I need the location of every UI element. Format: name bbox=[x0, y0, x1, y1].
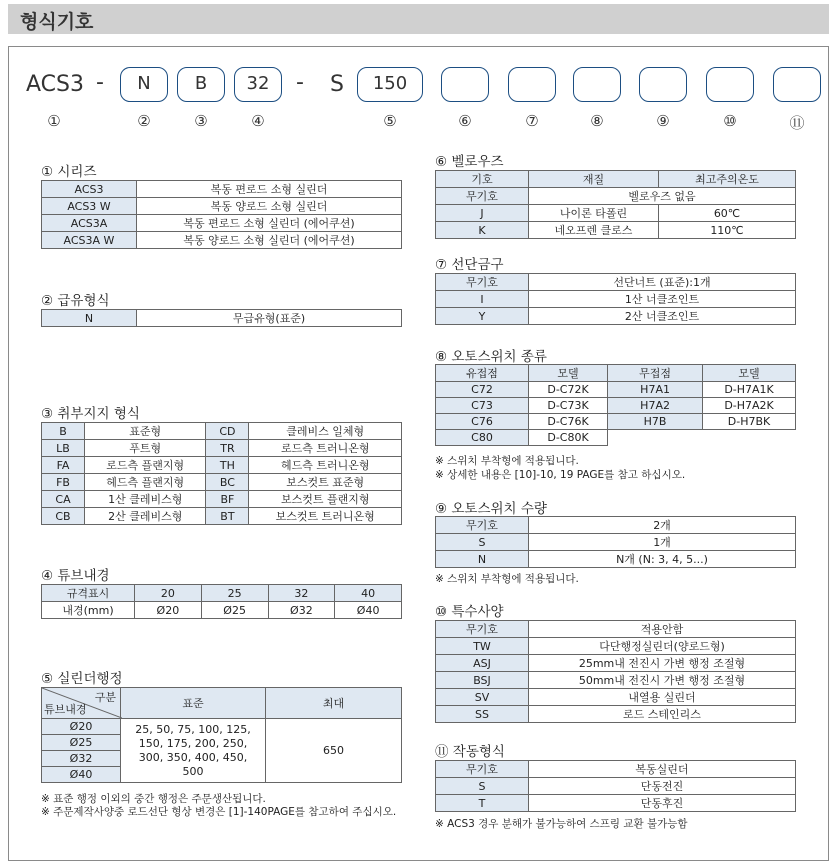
code-num-11: ⑪ bbox=[789, 114, 805, 132]
table-cell bbox=[608, 430, 703, 446]
code-dash-2: - bbox=[296, 70, 304, 95]
switch-qty-note: ※ 스위치 부착형에 적용됩니다. bbox=[435, 573, 579, 585]
code-box-3: B bbox=[177, 67, 225, 102]
code-box-4: 32 bbox=[234, 67, 282, 102]
code-box-7 bbox=[508, 67, 556, 102]
series-desc: 복동 양로드 소형 실린더 (에어쿠션) bbox=[137, 232, 402, 249]
table-cell: 내열용 실린더 bbox=[529, 689, 796, 706]
table-cell: C80 bbox=[436, 430, 529, 446]
table-cell: D-H7BK bbox=[703, 414, 796, 430]
table-cell: 25 bbox=[201, 585, 268, 602]
table-cell: 헤드측 플랜지형 bbox=[85, 474, 206, 491]
stroke-std-values: 25, 50, 75, 100, 125, 150, 175, 200, 250, 300, 350, 400, 450, 500 bbox=[121, 719, 266, 783]
table-cell: 2산 너클조인트 bbox=[529, 308, 796, 325]
table-cell: 최대 bbox=[266, 688, 402, 719]
table-cell: BSJ bbox=[436, 672, 529, 689]
table-cell bbox=[703, 430, 796, 446]
table-cell: D-C76K bbox=[529, 414, 608, 430]
table-cell: 로드측 플랜지형 bbox=[85, 457, 206, 474]
table-cell: 단동전진 bbox=[529, 778, 796, 795]
table-cell: 무기호 bbox=[436, 761, 529, 778]
table-cell: CA bbox=[42, 491, 85, 508]
code-box-11 bbox=[773, 67, 821, 102]
table-cell: 2개 bbox=[529, 517, 796, 534]
lubrication-desc: 무급유형(표준) bbox=[137, 310, 402, 327]
lubrication-title: ② 급유형식 bbox=[41, 293, 110, 309]
series-code: ACS3 W bbox=[42, 198, 137, 215]
table-cell: 2산 클레비스형 bbox=[85, 508, 206, 525]
table-cell: 표준형 bbox=[85, 423, 206, 440]
special-table bbox=[435, 620, 796, 723]
table-cell: Ø20 bbox=[135, 602, 202, 619]
table-cell: ASJ bbox=[436, 655, 529, 672]
table-cell: LB bbox=[42, 440, 85, 457]
bore-table bbox=[41, 584, 402, 619]
code-num-5: ⑤ bbox=[383, 112, 397, 130]
table-cell: 벨로우즈 없음 bbox=[529, 188, 796, 205]
lubrication-code: N bbox=[42, 310, 137, 327]
series-desc: 복동 편로드 소형 실린더 (에어쿠션) bbox=[137, 215, 402, 232]
table-cell: 무기호 bbox=[436, 621, 529, 638]
table-cell: CD bbox=[206, 423, 249, 440]
table-cell: CB bbox=[42, 508, 85, 525]
table-cell: 적용안함 bbox=[529, 621, 796, 638]
table-cell: FA bbox=[42, 457, 85, 474]
table-cell: J bbox=[436, 205, 529, 222]
page-header bbox=[8, 4, 829, 34]
code-prefix: ACS3 bbox=[26, 72, 84, 97]
mounting-title: ③ 취부지지 형식 bbox=[41, 406, 140, 422]
table-cell: S bbox=[436, 778, 529, 795]
table-cell: 모델 bbox=[703, 365, 796, 382]
table-cell: 선단너트 (표준):1개 bbox=[529, 274, 796, 291]
table-cell: 헤드측 트러니온형 bbox=[249, 457, 402, 474]
code-num-6: ⑥ bbox=[458, 112, 472, 130]
code-num-7: ⑦ bbox=[525, 112, 539, 130]
table-cell: H7B bbox=[608, 414, 703, 430]
table-cell: B bbox=[42, 423, 85, 440]
bore-title: ④ 튜브내경 bbox=[41, 568, 110, 584]
page-title: 형식기호 bbox=[20, 11, 94, 33]
table-cell: 50mm내 전진시 가변 행정 조절형 bbox=[529, 672, 796, 689]
table-cell: 다단행정실린더(양로드형) bbox=[529, 638, 796, 655]
code-box-9 bbox=[639, 67, 687, 102]
action-table bbox=[435, 760, 796, 812]
switch-qty-title: ⑨ 오토스위치 수량 bbox=[435, 501, 547, 517]
stroke-note: ※ 주문제작사양중 로드선단 형상 변경은 [1]-140PAGE를 참고하여 주십시오. bbox=[41, 806, 397, 818]
table-cell: Ø40 bbox=[42, 767, 121, 783]
table-cell: 기호 bbox=[436, 171, 529, 188]
table-cell: Ø25 bbox=[42, 735, 121, 751]
code-box-8 bbox=[573, 67, 621, 102]
special-title: ⑩ 특수사양 bbox=[435, 604, 504, 620]
code-box-2: N bbox=[120, 67, 168, 102]
switch-type-table bbox=[435, 364, 796, 446]
bellows-table bbox=[435, 170, 796, 239]
table-cell: 32 bbox=[268, 585, 335, 602]
table-cell: D-H7A1K bbox=[703, 382, 796, 398]
table-cell: 보스컷트 트러니온형 bbox=[249, 508, 402, 525]
table-cell: 1산 너클조인트 bbox=[529, 291, 796, 308]
table-cell: 보스컷트 표준형 bbox=[249, 474, 402, 491]
series-title: ① 시리즈 bbox=[41, 164, 97, 180]
code-num-4: ④ bbox=[251, 112, 265, 130]
table-cell: 무기호 bbox=[436, 188, 529, 205]
table-cell: H7A2 bbox=[608, 398, 703, 414]
table-cell: 1개 bbox=[529, 534, 796, 551]
code-box-6 bbox=[441, 67, 489, 102]
code-dash: - bbox=[96, 70, 104, 95]
code-num-2: ② bbox=[137, 112, 151, 130]
table-cell: D-C73K bbox=[529, 398, 608, 414]
table-cell: 클레비스 일체형 bbox=[249, 423, 402, 440]
code-num-8: ⑧ bbox=[590, 112, 604, 130]
series-desc: 복동 양로드 소형 실린더 bbox=[137, 198, 402, 215]
table-cell: TR bbox=[206, 440, 249, 457]
table-cell: TH bbox=[206, 457, 249, 474]
table-cell: 110℃ bbox=[659, 222, 796, 239]
stroke-max-value: 650 bbox=[266, 719, 402, 783]
table-cell: 모델 bbox=[529, 365, 608, 382]
stroke-title: ⑤ 실린더행정 bbox=[41, 671, 123, 687]
table-cell: 25mm내 전진시 가변 행정 조절형 bbox=[529, 655, 796, 672]
table-cell: 최고주의온도 bbox=[659, 171, 796, 188]
table-cell: 무접점 bbox=[608, 365, 703, 382]
stroke-note: ※ 표준 행정 이외의 중간 행정은 주문생산됩니다. bbox=[41, 793, 266, 805]
switch-type-note: ※ 스위치 부착형에 적용됩니다. bbox=[435, 455, 579, 467]
table-cell: 내경(mm) bbox=[42, 602, 135, 619]
table-cell: BF bbox=[206, 491, 249, 508]
table-cell: SS bbox=[436, 706, 529, 723]
table-cell: D-C72K bbox=[529, 382, 608, 398]
table-cell: BC bbox=[206, 474, 249, 491]
table-cell: 보스컷트 플랜지형 bbox=[249, 491, 402, 508]
table-cell: S bbox=[436, 534, 529, 551]
table-cell: 복동실린더 bbox=[529, 761, 796, 778]
table-cell: 규격표시 bbox=[42, 585, 135, 602]
table-cell: 1산 클레비스형 bbox=[85, 491, 206, 508]
series-code: ACS3A bbox=[42, 215, 137, 232]
mounting-table bbox=[41, 422, 402, 525]
action-note: ※ ACS3 경우 분해가 불가능하여 스프링 교환 불가능함 bbox=[435, 818, 688, 830]
switch-type-title: ⑧ 오토스위치 종류 bbox=[435, 349, 547, 365]
switch-type-note: ※ 상세한 내용은 [10]-10, 19 PAGE를 참고 하십시오. bbox=[435, 469, 686, 481]
table-cell: Ø40 bbox=[335, 602, 402, 619]
table-cell: Y bbox=[436, 308, 529, 325]
series-code: ACS3 bbox=[42, 181, 137, 198]
action-title: ⑪ 작동형식 bbox=[435, 744, 505, 760]
table-cell: 60℃ bbox=[659, 205, 796, 222]
rod-end-title: ⑦ 선단금구 bbox=[435, 257, 504, 273]
switch-qty-table bbox=[435, 516, 796, 568]
table-cell: Ø25 bbox=[201, 602, 268, 619]
series-desc: 복동 편로드 소형 실린더 bbox=[137, 181, 402, 198]
table-cell: C76 bbox=[436, 414, 529, 430]
table-cell: 무기호 bbox=[436, 517, 529, 534]
table-cell: 네오프렌 클로스 bbox=[529, 222, 659, 239]
table-cell: N bbox=[436, 551, 529, 568]
table-cell: Ø20 bbox=[42, 719, 121, 735]
code-num-3: ③ bbox=[194, 112, 208, 130]
table-cell: 유접점 bbox=[436, 365, 529, 382]
table-cell: Ø32 bbox=[268, 602, 335, 619]
table-cell: Ø32 bbox=[42, 751, 121, 767]
table-cell: 로드측 트러니온형 bbox=[249, 440, 402, 457]
table-cell: 무기호 bbox=[436, 274, 529, 291]
code-letter: S bbox=[330, 72, 344, 97]
table-cell: K bbox=[436, 222, 529, 239]
table-cell: 재질 bbox=[529, 171, 659, 188]
code-num-10: ⑩ bbox=[723, 112, 737, 130]
table-cell: 40 bbox=[335, 585, 402, 602]
table-cell: TW bbox=[436, 638, 529, 655]
table-cell: H7A1 bbox=[608, 382, 703, 398]
table-cell: T bbox=[436, 795, 529, 812]
table-cell: 푸트형 bbox=[85, 440, 206, 457]
series-table bbox=[41, 180, 402, 249]
code-box-10 bbox=[706, 67, 754, 102]
table-cell: N개 (N: 3, 4, 5...) bbox=[529, 551, 796, 568]
code-num-9: ⑨ bbox=[656, 112, 670, 130]
table-cell: D-H7A2K bbox=[703, 398, 796, 414]
table-cell: C73 bbox=[436, 398, 529, 414]
table-cell: SV bbox=[436, 689, 529, 706]
bellows-title: ⑥ 벨로우즈 bbox=[435, 154, 504, 170]
table-cell: C72 bbox=[436, 382, 529, 398]
table-cell: 20 bbox=[135, 585, 202, 602]
table-cell: D-C80K bbox=[529, 430, 608, 446]
table-cell: BT bbox=[206, 508, 249, 525]
stroke-table bbox=[41, 687, 402, 783]
table-cell: 나이론 타폴린 bbox=[529, 205, 659, 222]
stroke-diag-cell: 구분 튜브내경 bbox=[42, 688, 121, 719]
code-box-5: 150 bbox=[357, 67, 423, 102]
table-cell: I bbox=[436, 291, 529, 308]
table-cell: 표준 bbox=[121, 688, 266, 719]
lubrication-table bbox=[41, 309, 402, 327]
table-cell: 단동후진 bbox=[529, 795, 796, 812]
code-num-1: ① bbox=[47, 112, 61, 130]
table-cell: 로드 스테인리스 bbox=[529, 706, 796, 723]
rod-end-table bbox=[435, 273, 796, 325]
table-cell: FB bbox=[42, 474, 85, 491]
series-code: ACS3A W bbox=[42, 232, 137, 249]
